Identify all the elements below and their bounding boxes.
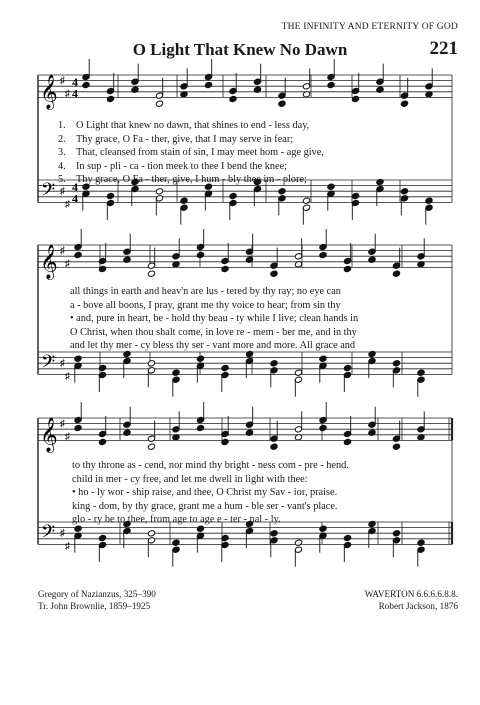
tune-name: WAVERTON 6.6.6.6.8.8. [364, 589, 458, 599]
note-head [343, 438, 351, 445]
note-head [229, 192, 237, 199]
sharp-icon: ♯ [60, 245, 65, 257]
note-head [74, 251, 82, 258]
bass-clef-icon: 𝄢 [41, 521, 56, 547]
sharp-icon: ♯ [60, 358, 65, 369]
note-head [147, 360, 155, 367]
note-head [196, 424, 204, 431]
note-head [270, 443, 278, 450]
footer-credits-tune [365, 589, 458, 612]
note-head [221, 364, 229, 371]
bass-clef-icon: 𝄢 [41, 179, 56, 205]
hymn-number: 221 [429, 38, 458, 59]
note-head [106, 192, 114, 199]
sharp-icon: ♯ [65, 370, 70, 382]
note-head [147, 530, 155, 537]
note-head [204, 81, 212, 88]
sharp-icon: ♯ [60, 186, 65, 197]
note-head [343, 534, 351, 541]
note-head [278, 188, 286, 195]
note-head [351, 192, 359, 199]
note-head [155, 188, 163, 195]
note-head [172, 539, 180, 546]
sharp-icon: ♯ [65, 540, 70, 552]
note-head [417, 369, 425, 376]
time-signature: 4 [72, 86, 78, 101]
note-head [368, 520, 376, 527]
hymn-title: O Light That Knew No Dawn [132, 40, 348, 59]
sharp-icon: ♯ [65, 88, 70, 100]
note-head [319, 251, 327, 258]
note-head [343, 265, 351, 272]
sharp-icon: ♯ [60, 528, 65, 539]
sharp-icon: ♯ [65, 258, 70, 270]
note-head [294, 539, 302, 546]
translator-credit: Tr. John Brownlie, 1859–1925 [38, 600, 151, 611]
note-head [270, 530, 278, 537]
note-head [327, 183, 335, 190]
note-head [392, 443, 400, 450]
treble-clef-icon: 𝄞 [40, 244, 58, 280]
note-head [400, 188, 408, 195]
note-head [319, 525, 327, 532]
note-head [98, 438, 106, 445]
note-head [327, 81, 335, 88]
note-head [319, 424, 327, 431]
note-head [392, 270, 400, 277]
note-head [417, 539, 425, 546]
note-head [172, 369, 180, 376]
bass-clef-icon: 𝄢 [41, 351, 56, 377]
composer-credit: Robert Jackson, 1876 [378, 600, 458, 611]
note-head [74, 424, 82, 431]
note-head [147, 270, 155, 277]
note-head [98, 534, 106, 541]
note-head [351, 95, 359, 102]
time-signature: 4 [72, 191, 78, 206]
note-head [319, 355, 327, 362]
note-head [106, 95, 114, 102]
note-head [196, 355, 204, 362]
note-head [270, 360, 278, 367]
sharp-icon: ♯ [65, 431, 70, 443]
note-head [302, 197, 310, 204]
note-head [74, 355, 82, 362]
note-head [278, 100, 286, 107]
author-credit: Gregory of Nazianzus, 325–390 [38, 589, 156, 599]
note-head [400, 100, 408, 107]
note-head [221, 265, 229, 272]
note-head [392, 530, 400, 537]
sharp-icon: ♯ [65, 198, 70, 210]
treble-clef-icon: 𝄞 [40, 74, 58, 110]
sharp-icon: ♯ [60, 418, 65, 430]
treble-clef-icon: 𝄞 [40, 417, 58, 453]
footer-credits-text [38, 589, 156, 612]
note-head [368, 350, 376, 357]
sharp-icon: ♯ [60, 75, 65, 87]
note-head [343, 364, 351, 371]
note-head [392, 360, 400, 367]
time-signature: 4 [72, 180, 78, 195]
note-head [180, 197, 188, 204]
note-head [425, 197, 433, 204]
time-signature: 4 [72, 75, 78, 90]
note-head [147, 443, 155, 450]
note-head [196, 251, 204, 258]
note-head [155, 100, 163, 107]
note-head [270, 270, 278, 277]
note-head [294, 369, 302, 376]
note-head [229, 95, 237, 102]
section-heading: THE INFINITY AND ETERNITY OF GOD [281, 22, 458, 32]
note-head [82, 81, 90, 88]
note-head [376, 178, 384, 185]
